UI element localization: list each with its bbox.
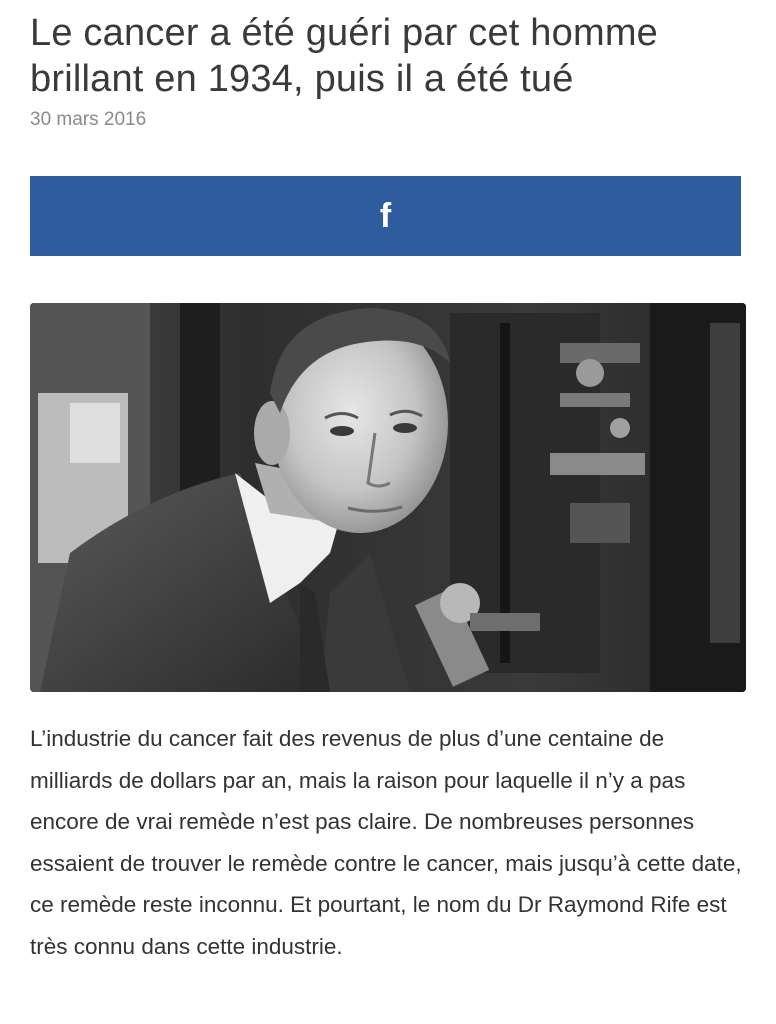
- portrait-photo-illustration: [30, 303, 746, 692]
- facebook-share-button[interactable]: [30, 176, 741, 256]
- facebook-icon: f: [379, 197, 392, 235]
- article-title: Le cancer a été guéri par cet homme brillant en 1934, puis il a été tué: [30, 12, 659, 100]
- article-date: 30 mars 2016: [30, 109, 147, 130]
- article-photo: [30, 303, 746, 692]
- article-body: L’industrie du cancer fait des revenus de plus d’une centaine de milliards de dollars par an, mais la raison pour laquelle il n’y a pas encore de vrai remède n’est pas claire. De nombreuses personnes essaient de trouver le remède contre le cancer, mais jusqu’à cette date, ce remède reste inconnu. Et pourtant, le nom du Dr Raymond Rife est très connu dans cette industrie.: [30, 726, 742, 959]
